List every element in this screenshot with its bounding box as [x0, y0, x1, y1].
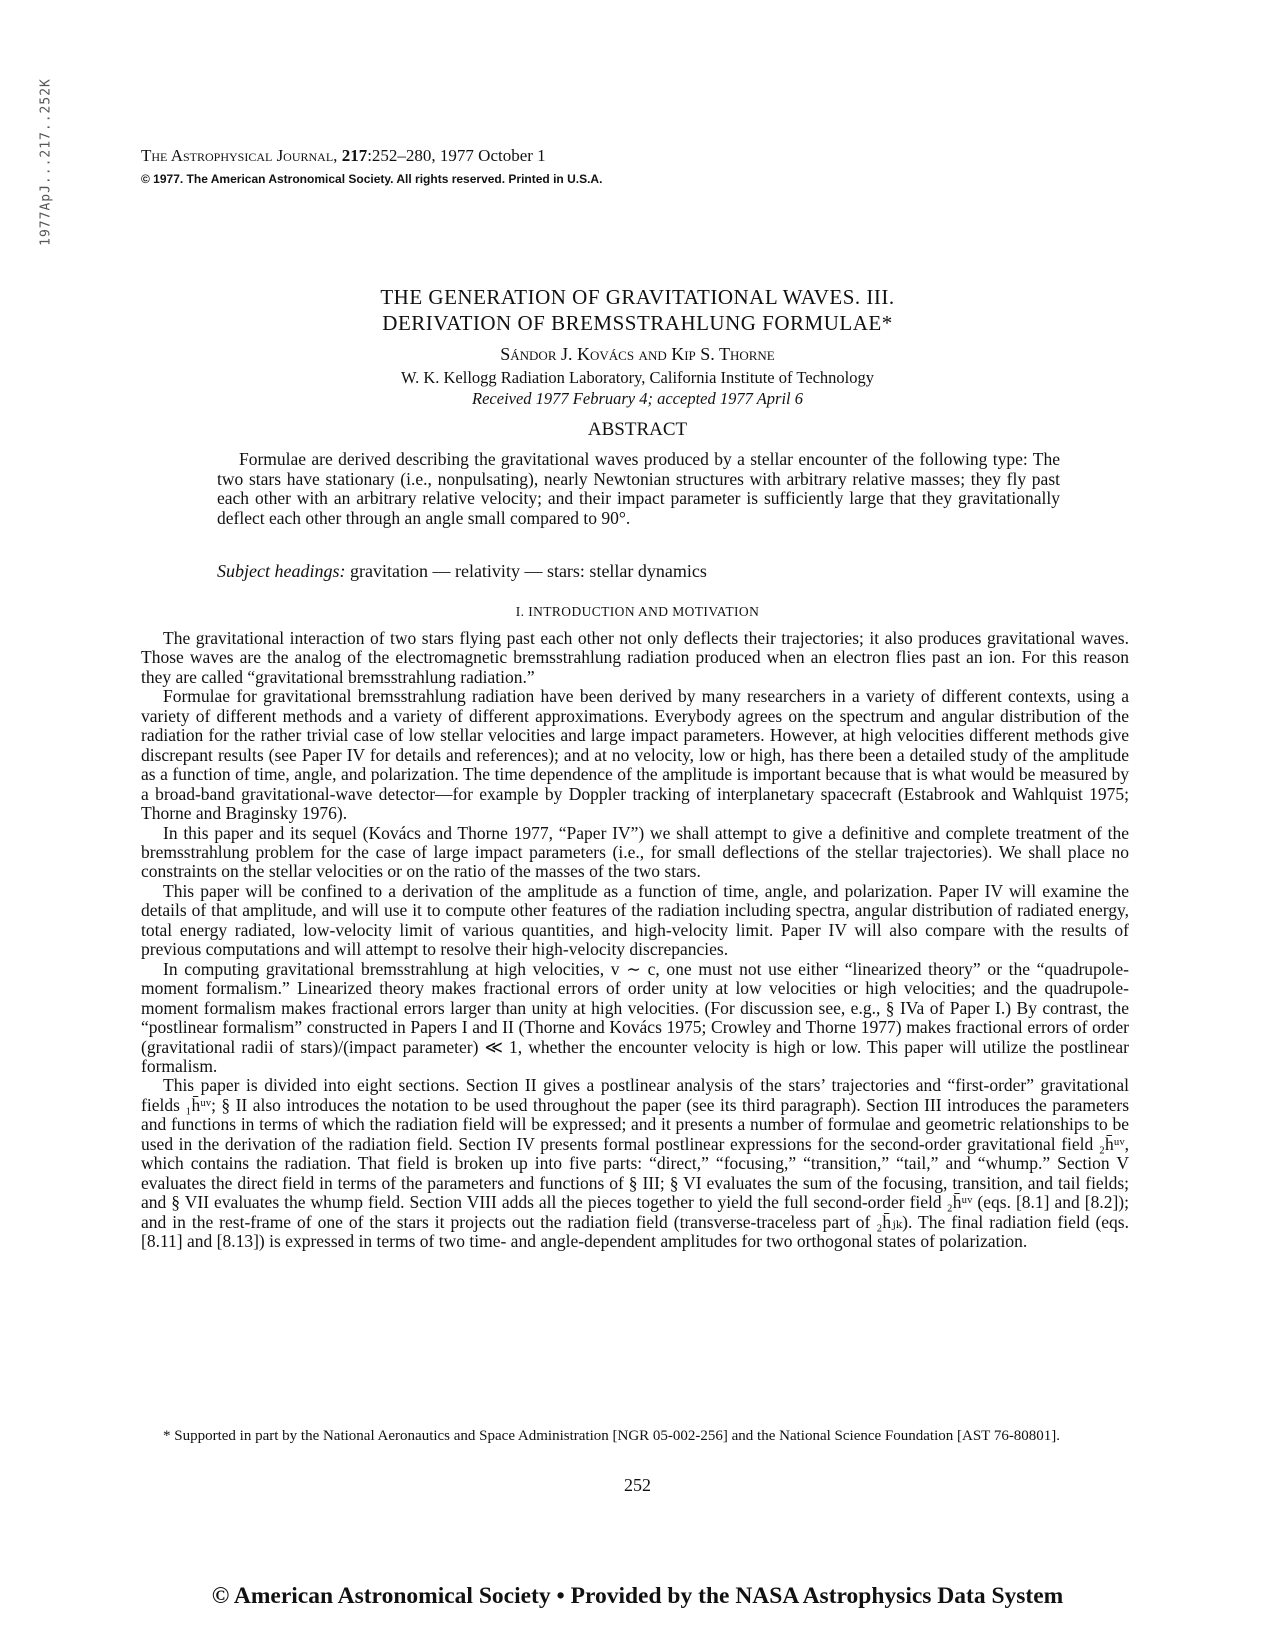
journal-citation	[141, 146, 546, 166]
subject-headings-label: Subject headings:	[217, 561, 346, 581]
footnote: * Supported in part by the National Aeronautics and Space Administration [NGR 05-002-256] and the National Science Foundation [AST 76-80801].	[163, 1428, 1061, 1444]
author-list: Sándor J. Kovács and Kip S. Thorne	[500, 344, 775, 364]
paragraph: In this paper and its sequel (Kovács and Thorne 1977, “Paper IV”) we shall attempt to give a definitive and complete treatment of the bremsstrahlung problem for the case of large impact parameters (i.e., for small deflections of the stellar trajectories). We shall place no constraints on the stellar velocities or on the ratio of the masses of the two stars.	[141, 822, 1129, 882]
page-number: 252	[624, 1475, 651, 1495]
bibcode-margin-label	[26, 62, 66, 262]
copyright-notice: © 1977. The American Astronomical Society. All rights reserved. Printed in U.S.A.	[141, 172, 603, 186]
body-text	[141, 629, 1129, 1252]
ads-footer-banner: © American Astronomical Society • Provided by the NASA Astrophysics Data System	[211, 1583, 1064, 1609]
paragraph: The gravitational interaction of two stars flying past each other not only deflects their trajectories; it also produces gravitational waves. Those waves are the analog of the electromagnetic bremsstrahlung radiation produced when an electron flies past an ion. For this reason they are called “gravitational bremsstrahlung radiation.”	[141, 628, 1129, 687]
received-dates: Received 1977 February 4; accepted 1977 April 6	[472, 389, 803, 408]
paper-title-line-1: THE GENERATION OF GRAVITATIONAL WAVES. III.	[380, 285, 895, 309]
bibcode-text: 1977ApJ...217..252K	[38, 78, 54, 246]
paragraph: Formulae for gravitational bremsstrahlung radiation have been derived by many researchers in a variety of different contexts, using a variety of different methods and a variety of different approximations. Everybody agrees on the spectrum and angular distribution of the radiation for the rather trivial case of low stellar velocities and large impact parameters. However, at high velocities different methods give discrepant results (see Paper IV for details and references); and at no velocity, low or high, has there been a detailed study of the amplitude as a function of time, angle, and polarization. The time dependence of the amplitude is important because that is what would be measured by a broad-band gravitational-wave detector—for example by Doppler tracking of interplanetary spacecraft (Estabrook and Wahlquist 1975; Thorne and Braginsky 1976).	[141, 686, 1129, 824]
paragraph: This paper is divided into eight sections. Section II gives a postlinear analysis of the stars’ trajectories and “first-order” gravitational fields ₁h̄ᵘᵛ; § II also introduces the notation to be used throughout the paper (see its third paragraph). Section III introduces the parameters and functions in terms of which the radiation field will be expressed; and it presents a number of formulae and geometric relationships to be used in the derivation of the radiation field. Section IV presents formal postlinear expressions for the second-order gravitational field ₂h̄ᵘᵛ, which contains the radiation. That field is broken up into five parts: “direct,” “focusing,” “transition,” “tail,” and “whump.” Section V evaluates the direct field in terms of the parameters and functions of § III; § VI evaluates the sum of the focusing, transition, and tail fields; and § VII evaluates the whump field. Section VIII adds all the pieces together to yield the full second-order field ₂h̄ᵘᵛ (eqs. [8.1] and [8.2]); and in the rest-frame of one of the stars it projects out the radiation field (transverse-traceless part of ₂h̄ⱼₖ). The final radiation field (eqs. [8.11] and [8.13]) is expressed in terms of two time- and angle-dependent amplitudes for two orthogonal states of polarization.	[141, 1075, 1129, 1252]
subject-headings	[217, 561, 707, 582]
paragraph: This paper will be confined to a derivation of the amplitude as a function of time, angle, and polarization. Paper IV will examine the details of that amplitude, and will use it to compute other features of the radiation including spectra, angular distribution of radiated energy, total energy radiated, low-velocity limit of various quantities, and high-velocity limit. Paper IV will also compare with the results of previous computations and will attempt to resolve their high-velocity discrepancies.	[141, 880, 1129, 960]
journal-volume: 217	[341, 146, 368, 165]
affiliation: W. K. Kellogg Radiation Laboratory, California Institute of Technology	[401, 368, 874, 387]
abstract-text: Formulae are derived describing the gravitational waves produced by a stellar encounter of the following type: The two stars have stationary (i.e., nonpulsating), nearly Newtonian structures with arbitrary relative masses; they fly past each other with an arbitrary relative velocity; and their impact parameter is sufficiently large that they gravitationally deflect each other through an angle small compared to 90°.	[217, 449, 1060, 528]
journal-name: The Astrophysical Journal,	[141, 146, 338, 165]
subject-headings-terms: gravitation — relativity — stars: stellar dynamics	[349, 561, 707, 581]
section-heading: I. INTRODUCTION AND MOTIVATION	[515, 604, 760, 619]
abstract-heading: ABSTRACT	[587, 419, 688, 440]
journal-pages-date: :252–280, 1977 October 1	[367, 146, 546, 165]
paragraph: In computing gravitational bremsstrahlung at high velocities, v ∼ c, one must not use either “linearized theory” or the “quadrupole-moment formalism.” Linearized theory makes fractional errors of order unity at low velocities or high velocities; and the quadrupole-moment formalism makes fractional errors larger than unity at high velocities. (For discussion see, e.g., § IVa of Paper I.) By contrast, the “postlinear formalism” constructed in Papers I and II (Thorne and Kovács 1975; Crowley and Thorne 1977) makes fractional errors of order (gravitational radii of stars)/(impact parameter) ≪ 1, whether the encounter velocity is high or low. This paper will utilize the postlinear formalism.	[141, 958, 1129, 1076]
paper-title-line-2: DERIVATION OF BREMSSTRAHLUNG FORMULAE*	[382, 311, 893, 335]
